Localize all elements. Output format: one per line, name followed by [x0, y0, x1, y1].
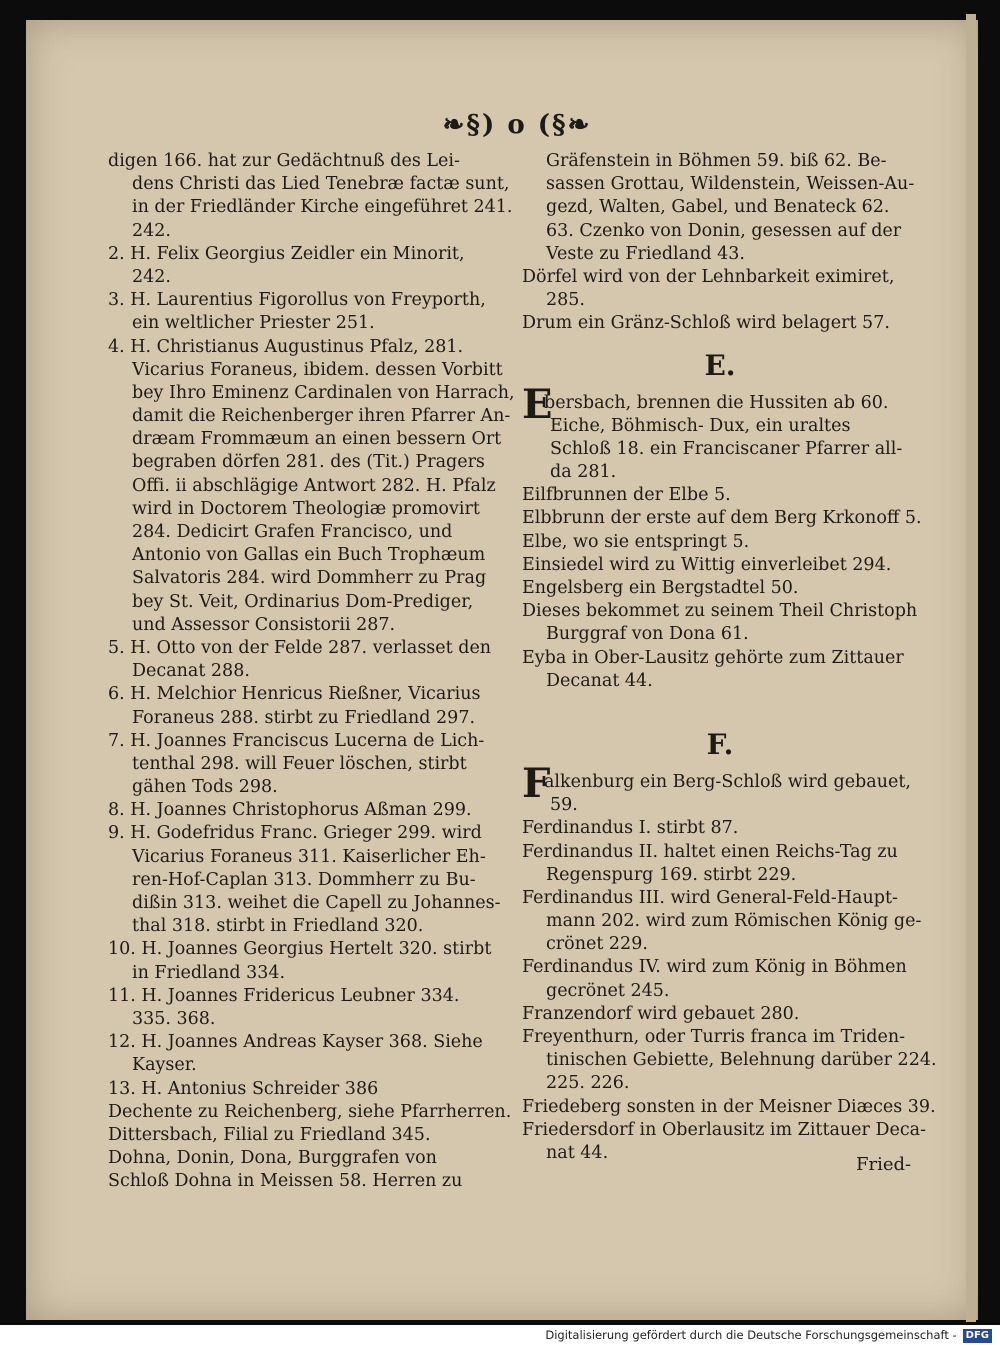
- text-line: 225. 226.: [546, 1073, 630, 1094]
- right-column: [522, 150, 937, 1165]
- text-line: Ferdinandus II. haltet einen Reichs-Tag zu: [522, 841, 898, 862]
- text-line: 6. H. Melchior Henricus Rießner, Vicarius: [108, 684, 481, 705]
- text-line: gähen Tods 298.: [132, 777, 278, 798]
- text-line: Freyenthurn, oder Turris franca im Triden-: [522, 1027, 906, 1047]
- text-line: Kayser.: [132, 1055, 197, 1076]
- text-line: Schloß 18. ein Franciscaner Pfarrer all-: [550, 438, 903, 459]
- text-line: Salvatoris 284. wird Dommherr zu Prag: [132, 568, 487, 589]
- text-line: digen 166. hat zur Gedächtnuß des Lei-: [108, 151, 460, 171]
- text-line: 284. Dedicirt Grafen Francisco, und: [132, 522, 453, 542]
- text-line: begraben dörfen 281. des (Tit.) Pragers: [132, 452, 485, 473]
- text-line: Einsiedel wird zu Wittig einverleibet 294.: [522, 554, 892, 575]
- text-line: 242.: [132, 220, 171, 241]
- text-line: Dörfel wird von der Lehnbarkeit eximiret,: [522, 266, 895, 287]
- text-line: dens Christi das Lied Tenebræ factæ sunt,: [132, 174, 510, 195]
- digitization-footer: [0, 1325, 1000, 1345]
- section-heading-f: F.: [706, 727, 734, 761]
- text-line: Gräfenstein in Böhmen 59. biß 62. Be-: [546, 151, 887, 171]
- text-line: sassen Grottau, Wildenstein, Weissen-Au-: [546, 174, 915, 195]
- text-line: Ferdinandus I. stirbt 87.: [522, 818, 739, 839]
- text-line: 4. H. Christianus Augustinus Pfalz, 281.: [108, 336, 464, 357]
- text-line: Regenspurg 169. stirbt 229.: [546, 864, 797, 885]
- section-heading-e: E.: [704, 348, 736, 382]
- text-line: Veste zu Friedland 43.: [546, 243, 745, 264]
- text-line: bersbach, brennen die Hussiten ab 60.: [544, 392, 889, 413]
- dfg-logo-icon: DFG: [963, 1329, 992, 1343]
- text-line: Elbe, wo sie entspringt 5.: [522, 531, 750, 552]
- text-line: dißin 313. weihet die Capell zu Johannes-: [132, 893, 501, 913]
- text-line: Eiche, Böhmisch- Dux, ein uraltes: [550, 415, 851, 436]
- drop-cap: E: [522, 380, 553, 428]
- text-line: thal 318. stirbt in Friedland 320.: [132, 916, 424, 937]
- text-line: 335. 368.: [132, 1008, 216, 1029]
- text-line: Ferdinandus III. wird General-Feld-Haupt-: [522, 887, 898, 908]
- text-line: Eilfbrunnen der Elbe 5.: [522, 485, 731, 506]
- text-line: damit die Reichenberger ihren Pfarrer An-: [132, 406, 511, 427]
- text-line: in Friedland 334.: [132, 962, 286, 983]
- text-line: Schloß Dohna in Meissen 58. Herren zu: [108, 1171, 463, 1192]
- text-line: Friedersdorf in Oberlausitz im Zittauer Deca-: [522, 1119, 927, 1140]
- text-line: 3. H. Laurentius Figorollus von Freyporth,: [108, 290, 486, 311]
- text-line: 285.: [546, 290, 585, 311]
- text-line: und Assessor Consistorii 287.: [132, 614, 396, 635]
- text-line: ren-Hof-Caplan 313. Dommherr zu Bu-: [132, 869, 476, 890]
- text-line: nat 44.: [546, 1142, 609, 1163]
- text-line: Franzendorf wird gebauet 280.: [522, 1003, 800, 1024]
- text-line: gezd, Walten, Gabel, und Benateck 62.: [546, 197, 890, 218]
- text-line: wird in Doctorem Theologiæ promovirt: [132, 498, 480, 519]
- text-line: Engelsberg ein Bergstadtel 50.: [522, 578, 799, 598]
- text-line: Dieses bekommet zu seinem Theil Christoph: [522, 601, 918, 622]
- text-line: 7. H. Joannes Franciscus Lucerna de Lich-: [108, 730, 485, 751]
- text-line: 59.: [550, 795, 578, 816]
- text-line: Foraneus 288. stirbt zu Friedland 297.: [132, 707, 476, 728]
- text-line: Friedeberg sonsten in der Meisner Diæces 39.: [522, 1096, 936, 1117]
- text-line: 2. H. Felix Georgius Zeidler ein Minorit,: [108, 243, 465, 264]
- text-line: 63. Czenko von Donin, gesessen auf der: [546, 220, 902, 241]
- text-line: mann 202. wird zum Römischen König ge-: [546, 911, 922, 932]
- text-line: 5. H. Otto von der Felde 287. verlasset den: [108, 637, 492, 658]
- text-line: 10. H. Joannes Georgius Hertelt 320. stirbt: [108, 939, 492, 960]
- text-line: Decanat 44.: [546, 670, 653, 691]
- text-line: Decanat 288.: [132, 661, 250, 682]
- page-edge: [966, 14, 976, 1322]
- text-line: tenthal 298. will Feuer löschen, stirbt: [132, 753, 467, 774]
- text-line: ein weltlicher Priester 251.: [132, 313, 375, 334]
- text-line: 8. H. Joannes Christophorus Aßman 299.: [108, 800, 472, 821]
- text-line: dræam Frommæum an einen bessern Ort: [132, 429, 502, 450]
- text-line: 242.: [132, 266, 171, 287]
- text-line: Vicarius Foraneus 311. Kaiserlicher Eh-: [132, 846, 486, 867]
- text-line: Dittersbach, Filial zu Friedland 345.: [108, 1124, 431, 1145]
- text-line: Elbbrunn der erste auf dem Berg Krkonoff 5.: [522, 508, 922, 529]
- text-line: Antonio von Gallas ein Buch Trophæum: [132, 545, 486, 566]
- text-line: Offi. ii abschlägige Antwort 282. H. Pfalz: [132, 475, 496, 496]
- text-line: Dechente zu Reichenberg, siehe Pfarrherren.: [108, 1101, 512, 1122]
- footer-credit: Digitalisierung gefördert durch die Deutsche Forschungsgemeinschaft -: [545, 1328, 957, 1342]
- text-line: Ferdinandus IV. wird zum König in Böhmen: [522, 957, 907, 978]
- catchword: Fried-: [856, 1154, 912, 1175]
- text-line: 11. H. Joannes Fridericus Leubner 334.: [108, 985, 460, 1006]
- text-line: Eyba in Ober-Lausitz gehörte zum Zittauer: [522, 647, 904, 668]
- text-line: 12. H. Joannes Andreas Kayser 368. Siehe: [108, 1032, 483, 1053]
- text-line: Drum ein Gränz-Schloß wird belagert 57.: [522, 313, 890, 334]
- left-column: [108, 150, 515, 1193]
- page-ornament: ❧§) o (§❧: [442, 110, 592, 140]
- text-line: bey Ihro Eminenz Cardinalen von Harrach,: [132, 382, 515, 403]
- text-line: Burggraf von Dona 61.: [546, 624, 749, 645]
- text-line: bey St. Veit, Ordinarius Dom-Prediger,: [132, 591, 474, 612]
- text-line: 13. H. Antonius Schreider 386: [108, 1078, 379, 1099]
- text-line: Dohna, Donin, Dona, Burggrafen von: [108, 1148, 437, 1169]
- text-line: da 281.: [550, 462, 617, 483]
- text-line: tinischen Gebiette, Belehnung darüber 224.: [546, 1050, 937, 1071]
- drop-cap: F: [522, 759, 551, 807]
- text-line: in der Friedländer Kirche eingeführet 241.: [132, 197, 513, 218]
- text-line: 9. H. Godefridus Franc. Grieger 299. wird: [108, 823, 482, 844]
- text-line: Vicarius Foraneus, ibidem. dessen Vorbitt: [132, 359, 503, 380]
- text-line: crönet 229.: [546, 934, 648, 955]
- text-line: gecrönet 245.: [546, 980, 670, 1001]
- text-line: alkenburg ein Berg-Schloß wird gebauet,: [544, 771, 911, 792]
